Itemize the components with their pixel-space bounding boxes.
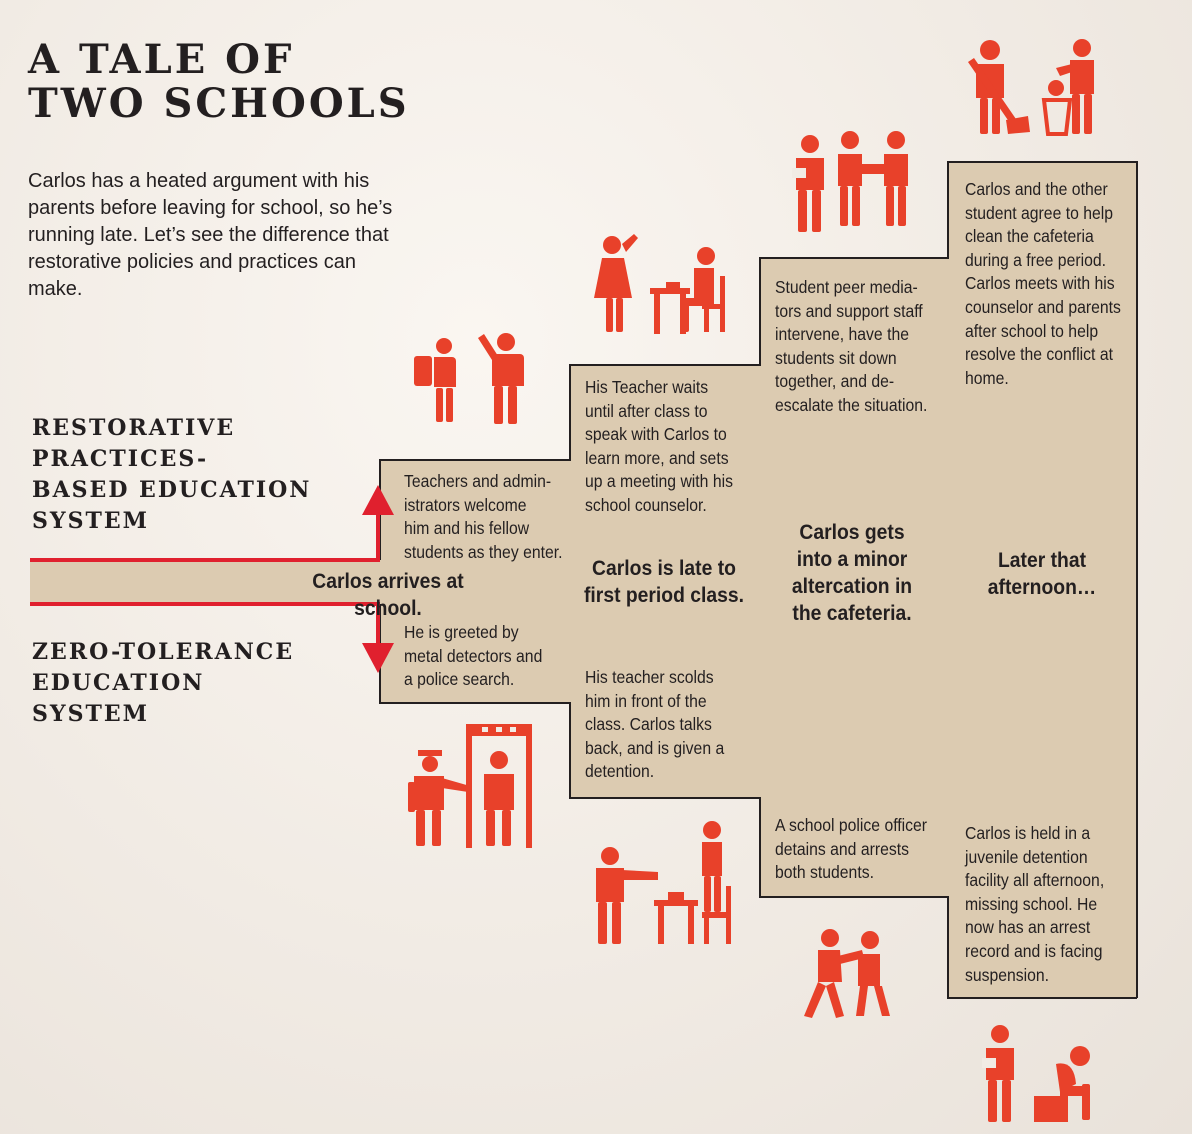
standing-on-chair-student-icon (654, 820, 744, 946)
event-label: Later that afternoon… (987, 549, 1097, 599)
fighting-students-icon (800, 928, 896, 1018)
seated-student-icon (648, 246, 738, 336)
event-label: Carlos gets into a minor altercation in the cafeteria. (791, 521, 913, 625)
zero-tolerance-step-text: A school police officer detains and arrests both students. (775, 815, 928, 883)
restorative-step-text: Student peer media- tors and support staff intervene, have the students sit down together, and de- escalate the situation. (775, 277, 928, 415)
metal-detector-icon (466, 724, 532, 848)
restorative-step-text: Carlos and the other student agree to help clean the cafeteria during a free period. Carlos meets with his counselor and parents after school to help resolve the conflict at home. (965, 179, 1121, 388)
police-officer-icon (404, 748, 474, 848)
handshake-icon (834, 128, 914, 228)
zero-tolerance-system-label: ZERO-TOLERANCE EDUCATION SYSTEM (32, 639, 295, 727)
restorative-system-label: RESTORATIVE PRACTICES- BASED EDUCATION SYSTEM (32, 415, 312, 534)
intro-paragraph: Carlos has a heated argument with his parents before leaving for school, so he’s running late. Let’s see the difference that restorative policies and practices can make. (28, 170, 393, 300)
sweeping-icon (966, 38, 1036, 138)
scolding-teacher-icon (592, 846, 662, 946)
cleanup-icon (1042, 38, 1102, 138)
restorative-step-text: His Teacher waits until after class to speak with Carlos to learn more, and sets up a meeting with his school counselor. (585, 377, 733, 515)
teacher-icon (596, 234, 646, 334)
restorative-step-text: Teachers and admin- istrators welcome him and his fellow students as they enter. (404, 471, 563, 562)
zero-tolerance-step-text: Carlos is held in a juvenile detention facility all afternoon, missing school. He now has an arrest record and is facing suspension. (965, 823, 1105, 985)
zero-tolerance-step-text: He is greeted by metal detectors and a police search. (404, 622, 543, 690)
zero-tolerance-step-text: His teacher scolds him in front of the class. Carlos talks back, and is given a detention. (585, 667, 725, 782)
detained-student-icon (1034, 1044, 1104, 1124)
peer-mediator-icon (790, 134, 830, 234)
event-label: Carlos arrives at school. (312, 570, 464, 620)
student-backpack-icon (408, 338, 468, 428)
event-label: Carlos is late to first period class. (584, 557, 744, 607)
page-title: A TALE OF TWO SCHOOLS (28, 36, 410, 127)
handcuffed-officer-icon (980, 1024, 1020, 1124)
greeting-staff-icon (470, 330, 530, 426)
